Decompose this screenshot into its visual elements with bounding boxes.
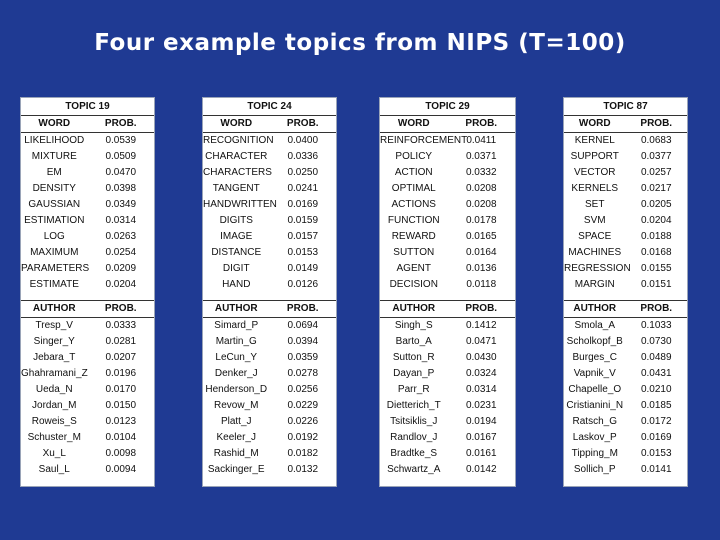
prob-cell: 0.0155 xyxy=(640,263,672,274)
prob-cell: 0.0169 xyxy=(287,199,319,210)
author-row xyxy=(203,462,336,478)
author-cell: Dayan_P xyxy=(393,368,435,379)
word-row xyxy=(203,261,336,277)
author-cell: Tsitsiklis_J xyxy=(390,416,438,427)
word-cell: MARGIN xyxy=(574,279,615,290)
author-prob-cell: 0.0196 xyxy=(105,368,137,379)
word-cell: LOG xyxy=(43,231,65,242)
slide-title: Four example topics from NIPS (T=100) xyxy=(94,30,626,56)
word-row xyxy=(21,229,154,245)
word-cell: HAND xyxy=(222,279,251,290)
prob-cell: 0.0149 xyxy=(287,263,319,274)
author-row xyxy=(380,398,515,414)
author-cell: Parr_R xyxy=(397,384,430,395)
word-row xyxy=(21,245,154,261)
author-row xyxy=(203,382,336,398)
word-cell: REINFORCEMENT xyxy=(380,135,468,146)
author-prob-cell: 0.0210 xyxy=(640,384,672,395)
author-row xyxy=(380,350,515,366)
word-row xyxy=(21,181,154,197)
word-row xyxy=(203,165,336,181)
author-row xyxy=(564,382,687,398)
author-prob-cell: 0.1412 xyxy=(465,320,497,331)
author-row xyxy=(380,446,515,462)
word-cell: SET xyxy=(585,199,605,210)
author-prob-cell: 0.0104 xyxy=(105,432,137,443)
author-cell: Ghahramani_Z xyxy=(21,368,88,379)
word-column-header: WORD xyxy=(203,116,270,133)
prob-cell: 0.0153 xyxy=(287,247,319,258)
word-row xyxy=(380,245,515,261)
author-column-header: AUTHOR xyxy=(21,301,88,318)
author-cell: Chapelle_O xyxy=(568,384,622,395)
topic-table xyxy=(564,98,687,478)
author-prob-cell: 0.0694 xyxy=(287,320,319,331)
author-row xyxy=(21,414,154,430)
author-cell: Tipping_M xyxy=(571,448,618,459)
word-cell: FUNCTION xyxy=(387,215,440,226)
word-cell: REGRESSION xyxy=(564,263,631,274)
author-cell: Scholkopf_B xyxy=(566,336,623,347)
prob-cell: 0.0241 xyxy=(287,183,319,194)
author-column-header: AUTHOR xyxy=(380,301,448,318)
author-cell: Rashid_M xyxy=(213,448,259,459)
word-row xyxy=(21,133,154,150)
author-cell: Barto_A xyxy=(395,336,432,347)
author-row xyxy=(564,350,687,366)
word-column-header: WORD xyxy=(21,116,88,133)
word-row xyxy=(380,213,515,229)
prob-cell: 0.0205 xyxy=(640,199,672,210)
topic-title: TOPIC 19 xyxy=(21,98,154,116)
author-row xyxy=(380,318,515,335)
prob-cell: 0.0377 xyxy=(640,151,672,162)
author-prob-cell: 0.0142 xyxy=(465,464,497,475)
word-row xyxy=(203,197,336,213)
prob-column-header: PROB. xyxy=(448,116,516,133)
word-row xyxy=(380,165,515,181)
word-cell: CHARACTERS xyxy=(203,167,272,178)
prob-cell: 0.0126 xyxy=(287,279,319,290)
author-prob-cell: 0.0394 xyxy=(287,336,319,347)
word-cell: DECISION xyxy=(389,279,438,290)
prob-cell: 0.0398 xyxy=(105,183,137,194)
author-cell: Singh_S xyxy=(394,320,433,331)
author-cell: Martin_G xyxy=(215,336,257,347)
author-column-header: AUTHOR xyxy=(564,301,626,318)
author-row xyxy=(380,382,515,398)
word-row xyxy=(564,213,687,229)
word-row xyxy=(380,133,515,150)
author-row xyxy=(21,366,154,382)
author-row xyxy=(21,350,154,366)
author-prob-cell: 0.0161 xyxy=(465,448,497,459)
word-header-row xyxy=(203,116,336,133)
author-row xyxy=(203,318,336,335)
word-row xyxy=(203,277,336,293)
word-cell: HANDWRITTEN xyxy=(203,199,277,210)
author-cell: Platt_J xyxy=(220,416,252,427)
topic-table xyxy=(203,98,336,478)
author-header-row xyxy=(203,301,336,318)
author-prob-cell: 0.0730 xyxy=(640,336,672,347)
word-row xyxy=(564,165,687,181)
word-cell: CHARACTER xyxy=(205,151,268,162)
author-prob-cell: 0.0132 xyxy=(287,464,319,475)
prob-cell: 0.0208 xyxy=(465,183,497,194)
word-cell: VECTOR xyxy=(574,167,616,178)
word-row xyxy=(203,181,336,197)
word-cell: SVM xyxy=(583,215,606,226)
word-row xyxy=(564,245,687,261)
topic-title: TOPIC 87 xyxy=(564,98,687,116)
author-row xyxy=(21,446,154,462)
word-header-row xyxy=(380,116,515,133)
prob-cell: 0.0250 xyxy=(287,167,319,178)
author-prob-cell: 0.0430 xyxy=(465,352,497,363)
author-row xyxy=(564,334,687,350)
author-cell: Ratsch_G xyxy=(572,416,617,427)
author-cell: Singer_Y xyxy=(33,336,75,347)
word-row xyxy=(21,261,154,277)
word-cell: MACHINES xyxy=(568,247,622,258)
prob-cell: 0.0336 xyxy=(287,151,319,162)
prob-cell: 0.0157 xyxy=(287,231,319,242)
word-cell: EM xyxy=(46,167,62,178)
author-prob-cell: 0.0278 xyxy=(287,368,319,379)
author-row xyxy=(564,462,687,478)
word-row xyxy=(203,245,336,261)
author-row xyxy=(564,446,687,462)
author-prob-cell: 0.0094 xyxy=(105,464,137,475)
word-row xyxy=(21,277,154,293)
word-cell: ESTIMATION xyxy=(24,215,85,226)
author-cell: LeCun_Y xyxy=(215,352,258,363)
author-cell: Randlov_J xyxy=(390,432,438,443)
author-row xyxy=(21,334,154,350)
author-prob-column-header: PROB. xyxy=(270,301,337,318)
section-gap xyxy=(203,293,336,301)
word-row xyxy=(21,197,154,213)
word-cell: GAUSSIAN xyxy=(28,199,81,210)
author-prob-cell: 0.0314 xyxy=(465,384,497,395)
author-prob-cell: 0.0185 xyxy=(640,400,672,411)
topic-panel xyxy=(563,97,688,487)
author-prob-column-header: PROB. xyxy=(626,301,688,318)
author-cell: Roweis_S xyxy=(31,416,77,427)
author-row xyxy=(203,350,336,366)
author-cell: Jebara_T xyxy=(33,352,76,363)
prob-column-header: PROB. xyxy=(270,116,337,133)
author-cell: Sollich_P xyxy=(573,464,616,475)
author-row xyxy=(203,334,336,350)
prob-cell: 0.0151 xyxy=(640,279,672,290)
word-row xyxy=(380,197,515,213)
word-cell: SUPPORT xyxy=(570,151,619,162)
prob-cell: 0.0263 xyxy=(105,231,137,242)
prob-cell: 0.0400 xyxy=(287,135,319,146)
topic-header-row xyxy=(380,98,515,116)
author-cell: Bradtke_S xyxy=(390,448,438,459)
prob-cell: 0.0683 xyxy=(640,135,672,146)
author-prob-cell: 0.0194 xyxy=(465,416,497,427)
word-cell: MAXIMUM xyxy=(30,247,79,258)
word-row xyxy=(21,165,154,181)
word-cell: DISTANCE xyxy=(211,247,262,258)
word-row xyxy=(564,133,687,150)
author-row xyxy=(21,382,154,398)
author-prob-cell: 0.0333 xyxy=(105,320,137,331)
prob-cell: 0.0314 xyxy=(105,215,137,226)
author-row xyxy=(380,334,515,350)
author-cell: Vapnik_V xyxy=(573,368,616,379)
word-row xyxy=(564,197,687,213)
word-cell: MIXTURE xyxy=(31,151,77,162)
word-row xyxy=(564,261,687,277)
prob-cell: 0.0349 xyxy=(105,199,137,210)
word-cell: IMAGE xyxy=(220,231,253,242)
author-prob-cell: 0.0207 xyxy=(105,352,137,363)
topic-panel xyxy=(202,97,337,487)
author-prob-column-header: PROB. xyxy=(88,301,155,318)
word-cell: SPACE xyxy=(578,231,612,242)
prob-cell: 0.0136 xyxy=(465,263,497,274)
word-cell: PARAMETERS xyxy=(21,263,90,274)
author-row xyxy=(380,462,515,478)
section-divider xyxy=(564,293,687,301)
author-prob-cell: 0.0172 xyxy=(640,416,672,427)
author-prob-column-header: PROB. xyxy=(448,301,516,318)
prob-cell: 0.0411 xyxy=(466,135,497,146)
topic-table xyxy=(21,98,154,478)
author-cell: Schuster_M xyxy=(27,432,81,443)
word-row xyxy=(564,149,687,165)
prob-cell: 0.0178 xyxy=(465,215,497,226)
word-column-header: WORD xyxy=(380,116,448,133)
prob-column-header: PROB. xyxy=(626,116,688,133)
author-prob-cell: 0.0192 xyxy=(287,432,319,443)
author-cell: Smola_A xyxy=(574,320,616,331)
word-header-row xyxy=(21,116,154,133)
word-row xyxy=(564,229,687,245)
word-row xyxy=(380,229,515,245)
prob-cell: 0.0257 xyxy=(640,167,672,178)
word-cell: TANGENT xyxy=(212,183,260,194)
author-prob-cell: 0.0359 xyxy=(287,352,319,363)
word-cell: REWARD xyxy=(391,231,436,242)
author-row xyxy=(203,430,336,446)
topic-title: TOPIC 24 xyxy=(203,98,336,116)
author-cell: Keeler_J xyxy=(216,432,256,443)
author-row xyxy=(21,462,154,478)
author-prob-cell: 0.0324 xyxy=(465,368,497,379)
author-row xyxy=(564,430,687,446)
author-cell: Xu_L xyxy=(42,448,66,459)
author-prob-cell: 0.0229 xyxy=(287,400,319,411)
prob-cell: 0.0470 xyxy=(105,167,137,178)
prob-cell: 0.0159 xyxy=(287,215,319,226)
word-cell: DIGITS xyxy=(219,215,253,226)
prob-cell: 0.0168 xyxy=(640,247,672,258)
topic-header-row xyxy=(203,98,336,116)
word-cell: POLICY xyxy=(395,151,433,162)
author-cell: Schwartz_A xyxy=(387,464,441,475)
author-prob-cell: 0.0281 xyxy=(105,336,137,347)
prob-cell: 0.0165 xyxy=(465,231,497,242)
word-cell: DENSITY xyxy=(32,183,76,194)
word-cell: ESTIMATE xyxy=(29,279,79,290)
word-row xyxy=(203,133,336,150)
author-cell: Laskov_P xyxy=(572,432,617,443)
author-prob-cell: 0.0169 xyxy=(640,432,672,443)
prob-cell: 0.0509 xyxy=(105,151,137,162)
author-row xyxy=(380,414,515,430)
author-cell: Ueda_N xyxy=(35,384,73,395)
topic-title: TOPIC 29 xyxy=(380,98,515,116)
word-row xyxy=(203,213,336,229)
section-divider xyxy=(21,293,154,301)
word-row xyxy=(380,277,515,293)
word-cell: SUTTON xyxy=(393,247,435,258)
word-column-header: WORD xyxy=(564,116,626,133)
author-row xyxy=(564,398,687,414)
author-row xyxy=(203,414,336,430)
author-cell: Henderson_D xyxy=(205,384,268,395)
word-row xyxy=(203,229,336,245)
author-prob-cell: 0.0256 xyxy=(287,384,319,395)
prob-cell: 0.0204 xyxy=(105,279,137,290)
word-row xyxy=(21,213,154,229)
topic-table xyxy=(380,98,515,478)
author-cell: Simard_P xyxy=(214,320,259,331)
author-cell: Dietterich_T xyxy=(386,400,441,411)
author-row xyxy=(564,318,687,335)
prob-cell: 0.0118 xyxy=(466,279,497,290)
author-row xyxy=(564,366,687,382)
author-prob-cell: 0.0153 xyxy=(640,448,672,459)
author-prob-cell: 0.0167 xyxy=(465,432,497,443)
word-cell: ACTIONS xyxy=(391,199,436,210)
author-cell: Cristianini_N xyxy=(566,400,624,411)
word-cell: OPTIMAL xyxy=(391,183,436,194)
prob-cell: 0.0254 xyxy=(105,247,137,258)
word-row xyxy=(21,149,154,165)
author-cell: Sutton_R xyxy=(392,352,435,363)
section-gap xyxy=(21,293,154,301)
word-cell: KERNEL xyxy=(574,135,615,146)
author-prob-cell: 0.0431 xyxy=(640,368,672,379)
author-prob-cell: 0.0123 xyxy=(105,416,137,427)
prob-cell: 0.0188 xyxy=(640,231,672,242)
author-header-row xyxy=(21,301,154,318)
section-divider xyxy=(380,293,515,301)
word-row xyxy=(564,277,687,293)
author-row xyxy=(380,430,515,446)
word-row xyxy=(564,181,687,197)
word-cell: LIKELIHOOD xyxy=(24,135,85,146)
author-row xyxy=(203,446,336,462)
prob-cell: 0.0332 xyxy=(465,167,497,178)
author-row xyxy=(203,398,336,414)
prob-cell: 0.0164 xyxy=(465,247,497,258)
word-cell: ACTION xyxy=(394,167,433,178)
author-header-row xyxy=(380,301,515,318)
prob-cell: 0.0209 xyxy=(105,263,137,274)
author-row xyxy=(21,318,154,335)
author-prob-cell: 0.0231 xyxy=(465,400,497,411)
author-cell: Saul_L xyxy=(38,464,70,475)
author-cell: Jordan_M xyxy=(32,400,77,411)
author-cell: Denker_J xyxy=(214,368,258,379)
section-gap xyxy=(564,293,687,301)
word-cell: DIGIT xyxy=(222,263,250,274)
topic-header-row xyxy=(21,98,154,116)
author-row xyxy=(21,398,154,414)
word-row xyxy=(380,261,515,277)
word-row xyxy=(380,149,515,165)
word-cell: RECOGNITION xyxy=(203,135,274,146)
word-cell: AGENT xyxy=(396,263,431,274)
author-prob-cell: 0.0170 xyxy=(105,384,137,395)
word-header-row xyxy=(564,116,687,133)
author-prob-cell: 0.0182 xyxy=(287,448,319,459)
author-prob-cell: 0.0226 xyxy=(287,416,319,427)
author-cell: Sackinger_E xyxy=(207,464,265,475)
author-cell: Revow_M xyxy=(214,400,259,411)
prob-cell: 0.0539 xyxy=(105,135,137,146)
topic-panel xyxy=(379,97,516,487)
author-prob-cell: 0.1033 xyxy=(640,320,672,331)
author-prob-cell: 0.0471 xyxy=(465,336,497,347)
word-cell: KERNELS xyxy=(571,183,619,194)
author-row xyxy=(203,366,336,382)
author-prob-cell: 0.0150 xyxy=(105,400,137,411)
author-row xyxy=(21,430,154,446)
word-row xyxy=(203,149,336,165)
author-row xyxy=(564,414,687,430)
author-cell: Tresp_V xyxy=(35,320,73,331)
prob-cell: 0.0217 xyxy=(640,183,672,194)
author-header-row xyxy=(564,301,687,318)
word-row xyxy=(380,181,515,197)
author-prob-cell: 0.0141 xyxy=(640,464,672,475)
prob-cell: 0.0371 xyxy=(465,151,497,162)
topic-header-row xyxy=(564,98,687,116)
prob-cell: 0.0208 xyxy=(465,199,497,210)
prob-cell: 0.0204 xyxy=(640,215,672,226)
section-divider xyxy=(203,293,336,301)
author-prob-cell: 0.0489 xyxy=(640,352,672,363)
section-gap xyxy=(380,293,515,301)
author-prob-cell: 0.0098 xyxy=(105,448,137,459)
author-row xyxy=(380,366,515,382)
author-column-header: AUTHOR xyxy=(203,301,270,318)
author-cell: Burges_C xyxy=(572,352,617,363)
topic-panel xyxy=(20,97,155,487)
prob-column-header: PROB. xyxy=(88,116,155,133)
